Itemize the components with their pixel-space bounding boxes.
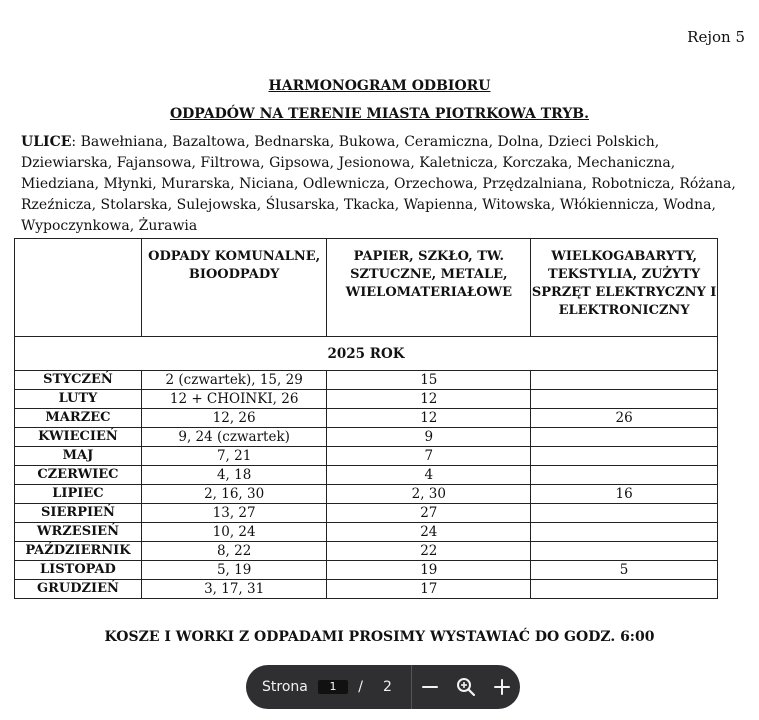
wielkogabaryty-cell: 5 [531,561,718,580]
wielkogabaryty-cell: 26 [531,409,718,428]
zoom-in-icon [456,677,476,697]
table-row [15,447,718,466]
wielkogabaryty-cell [531,390,718,409]
wielkogabaryty-cell [531,371,718,390]
papier-cell: 12 [327,390,531,409]
document-title: HARMONOGRAM ODBIORU [268,78,491,94]
streets-paragraph [21,132,746,237]
schedule-table [14,238,718,599]
total-pages: 2 [382,679,392,695]
table-row [15,504,718,523]
page-separator: / [358,679,363,695]
komunalne-cell: 10, 24 [141,523,327,542]
page-label: Strona [262,679,308,695]
table-row [15,561,718,580]
year-label: 2025 ROK [15,337,718,371]
document-subtitle: ODPADÓW NA TERENIE MIASTA PIOTRKOWA TRYB. [169,106,590,122]
month-cell: LIPIEC [15,485,142,504]
papier-cell: 7 [327,447,531,466]
zoom-out-icon [421,678,439,696]
table-row [15,428,718,447]
wielkogabaryty-cell [531,523,718,542]
page-navigation-toolbar [246,665,520,709]
month-cell: MAJ [15,447,142,466]
table-row [15,542,718,561]
month-cell: GRUDZIEŃ [15,580,142,599]
komunalne-cell: 12 + CHOINKI, 26 [141,390,327,409]
papier-cell: 22 [327,542,531,561]
month-cell: KWIECIEŃ [15,428,142,447]
zoom-out-button[interactable] [412,665,448,709]
header-komunalne: ODPADY KOMUNALNE, BIOODPADY [141,239,327,337]
wielkogabaryty-cell [531,466,718,485]
komunalne-cell: 2, 16, 30 [141,485,327,504]
month-cell: MARZEC [15,409,142,428]
papier-cell: 19 [327,561,531,580]
wielkogabaryty-cell [531,447,718,466]
wielkogabaryty-cell: 16 [531,485,718,504]
table-row [15,390,718,409]
table-header-row [15,239,718,337]
wielkogabaryty-cell [531,428,718,447]
month-cell: LISTOPAD [15,561,142,580]
month-cell: LUTY [15,390,142,409]
wielkogabaryty-cell [531,580,718,599]
region-label: Rejon 5 [687,28,745,46]
header-papier: PAPIER, SZKŁO, TW. SZTUCZNE, METALE, WIELOMATERIAŁOWE [327,239,531,337]
papier-cell: 9 [327,428,531,447]
table-row [15,371,718,390]
papier-cell: 2, 30 [327,485,531,504]
year-row [15,337,718,371]
komunalne-cell: 2 (czwartek), 15, 29 [141,371,327,390]
table-row [15,409,718,428]
wielkogabaryty-cell [531,542,718,561]
table-row [15,580,718,599]
month-cell: PAŹDZIERNIK [15,542,142,561]
month-cell: CZERWIEC [15,466,142,485]
komunalne-cell: 5, 19 [141,561,327,580]
table-row [15,466,718,485]
plus-icon [493,678,511,696]
fit-page-button[interactable] [484,665,520,709]
komunalne-cell: 4, 18 [141,466,327,485]
header-wielkogabaryty: WIELKOGABARYTY, TEKSTYLIA, ZUŻYTY SPRZĘT ELEKTRYCZNY I ELEKTRONICZNY [531,239,718,337]
footer-note: KOSZE I WORKI Z ODPADAMI PROSIMY WYSTAWIAĆ DO GODZ. 6:00 [104,629,655,645]
current-page-input[interactable]: 1 [318,680,348,694]
komunalne-cell: 13, 27 [141,504,327,523]
komunalne-cell: 7, 21 [141,447,327,466]
streets-list: : Bawełniana, Bazaltowa, Bednarska, Bukowa, Ceramiczna, Dolna, Dzieci Polskich, Dziewiarska, Fajansowa, Filtrowa, Gipsowa, Jesionowa, Kaletnicza, Korczaka, Mechaniczna, Miedziana, Młynki, Murarska, Niciana, Odlewnicza, Orzechowa, Przędzalniana, Robotnicza, Różana, Rzeźnicza, Stolarska, Sulejowska, Ślusarska, Tkacka, Wapienna, Witowska, Włókiennicza, Wodna, Wypoczynkowa, Żurawia [21,134,736,234]
zoom-in-button[interactable] [448,665,484,709]
month-cell: STYCZEŃ [15,371,142,390]
month-cell: WRZESIEŃ [15,523,142,542]
komunalne-cell: 9, 24 (czwartek) [141,428,327,447]
month-cell: SIERPIEŃ [15,504,142,523]
header-corner-cell [15,239,142,337]
streets-label: ULICE [21,134,72,150]
papier-cell: 24 [327,523,531,542]
komunalne-cell: 3, 17, 31 [141,580,327,599]
papier-cell: 15 [327,371,531,390]
wielkogabaryty-cell [531,504,718,523]
komunalne-cell: 12, 26 [141,409,327,428]
papier-cell: 17 [327,580,531,599]
komunalne-cell: 8, 22 [141,542,327,561]
papier-cell: 12 [327,409,531,428]
papier-cell: 27 [327,504,531,523]
papier-cell: 4 [327,466,531,485]
table-row [15,523,718,542]
table-row [15,485,718,504]
